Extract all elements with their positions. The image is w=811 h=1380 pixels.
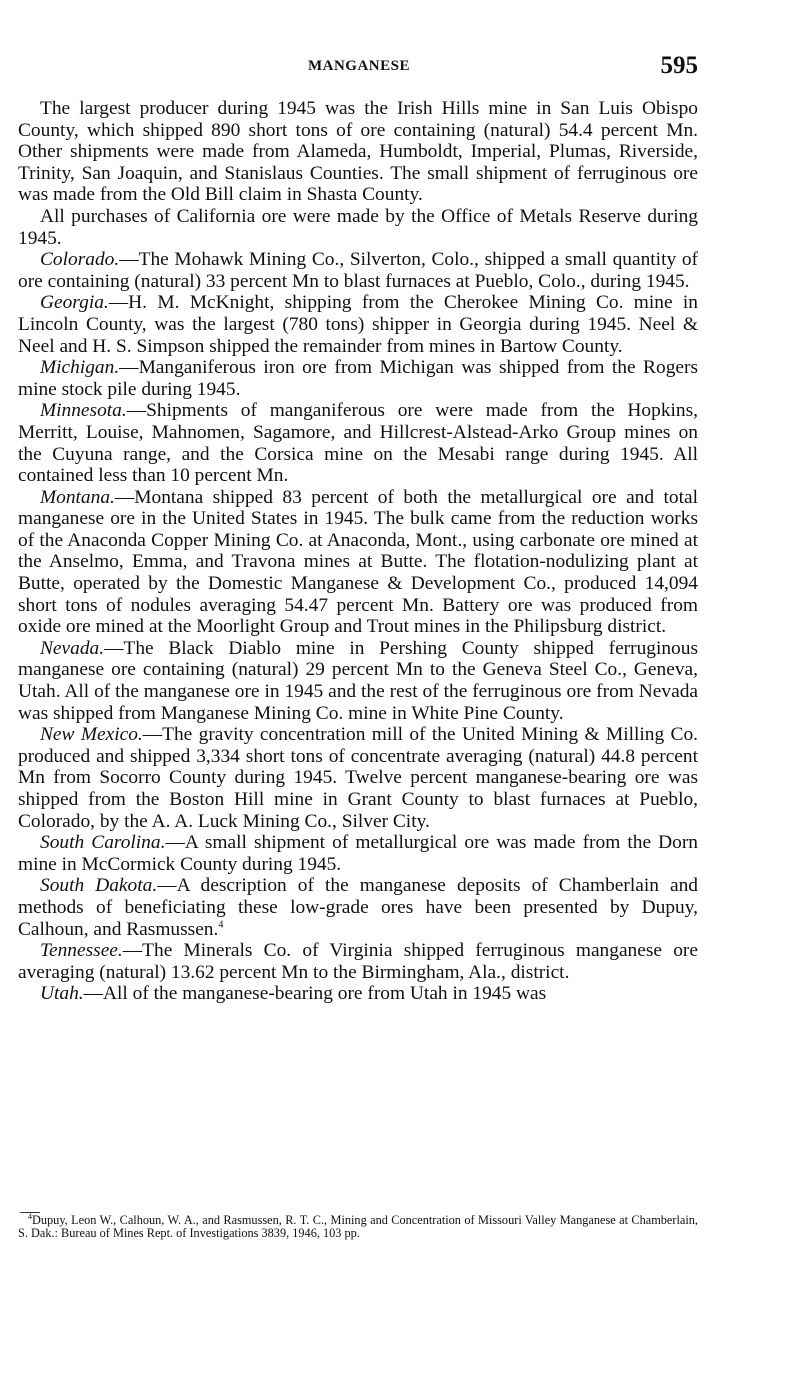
state-heading: South Dakota. — [40, 875, 158, 897]
state-heading: New Mexico. — [40, 724, 143, 746]
paragraph — [18, 983, 698, 1005]
state-heading: Michigan. — [40, 357, 120, 379]
page-number: 595 — [660, 52, 698, 79]
paragraph-text: —A small shipment of metallurgical ore was made from the Dorn mine in McCormick County during 1945. — [18, 832, 699, 875]
paragraph-text: —The Mohawk Mining Co., Silverton, Colo., shipped a small quantity of ore containing (natural) 33 percent Mn to blast furnaces at Pueblo, Colo., during 1945. — [18, 249, 698, 292]
paragraph-text: —A description of the manganese deposits of Chamberlain and methods of beneficiating these low-grade ores have been presented by Dupuy, Calhoun, and Rasmussen. — [18, 875, 699, 940]
paragraph-text: All purchases of California ore were made by the Office of Metals Reserve during 1945. — [18, 205, 698, 249]
paragraph-text: The largest producer during 1945 was the Irish Hills mine in San Luis Obispo County, which shipped 890 short tons of ore containing (natural) 54.4 percent Mn. Other shipments were made from Alameda, Humboldt, Imperial, Plumas, Riverside, Trinity, San Joaquin, and Stanislaus Counties. The small shipment of ferruginous ore was made from the Old Bill claim in Shasta County. — [18, 98, 698, 206]
state-heading: Tennessee. — [40, 940, 123, 962]
footnote-text: Dupuy, Leon W., Calhoun, W. A., and Rasmussen, R. T. C., Mining and Concentration of Missouri Valley Manganese at Chamberlain, S. Dak.: Bureau of Mines Rept. of Investigations 3839, 1946, 103 pp. — [18, 1213, 698, 1240]
paragraph-text: —The gravity concentration mill of the United Mining & Milling Co. produced and shipped 3,334 short tons of concentrate averaging (natural) 44.8 percent Mn from Socorro County during 1945. Twelve percent manganese-bearing ore was shipped from the Boston Hill mine in Grant County to blast furnaces at Pueblo, Colorado, by the A. A. Luck Mining Co., Silver City. — [18, 724, 698, 832]
state-heading: Minnesota. — [40, 400, 127, 422]
paragraph-text: —All of the manganese-bearing ore from Utah in 1945 was — [83, 983, 547, 1005]
paragraph-text: —The Minerals Co. of Virginia shipped ferruginous manganese ore averaging (natural) 13.62 percent Mn to the Birmingham, Ala., district. — [18, 940, 698, 983]
paragraph — [18, 875, 698, 940]
footnote-entry — [18, 1211, 698, 1240]
paragraph-text: —Manganiferous iron ore from Michigan was shipped from the Rogers mine stock pile during 1945. — [18, 357, 698, 400]
paragraph — [18, 249, 698, 292]
footnote-reference[interactable]: 4 — [218, 919, 224, 931]
state-heading: Utah. — [40, 983, 84, 1005]
state-heading: Colorado. — [40, 249, 120, 271]
running-head: MANGANESE — [307, 58, 410, 74]
paragraph — [18, 638, 698, 724]
paragraph-text: —The Black Diablo mine in Pershing County shipped ferruginous manganese ore containing (natural) 29 percent Mn to the Geneva Steel Co., Geneva, Utah. All of the manganese ore in 1945 and the rest of the ferruginous ore from Nevada was shipped from Manganese Mining Co. mine in White Pine County. — [18, 637, 698, 724]
paragraph — [18, 487, 698, 638]
footnote — [18, 1211, 698, 1240]
state-heading: Montana. — [40, 486, 115, 508]
paragraph — [18, 206, 698, 249]
state-heading: Georgia. — [40, 292, 109, 314]
page-header — [20, 52, 698, 86]
paragraph — [18, 292, 698, 357]
paragraph — [18, 940, 698, 983]
paragraph — [18, 724, 698, 832]
body-text — [18, 98, 698, 1005]
paragraph-text: —Montana shipped 83 percent of both the metallurgical ore and total manganese ore in the United States in 1945. The bulk came from the reduction works of the Anaconda Copper Mining Co. at Anaconda, Mont., using carbonate ore mined at the Anselmo, Emma, and Travona mines at Butte. The flotation-nodulizing plant at Butte, operated by the Domestic Manganese & Development Co., produced 14,094 short tons of nodules averaging 54.47 percent Mn. Battery ore was produced from oxide ore mined at the Moorlight Group and Trout mines in the Philipsburg district. — [18, 486, 698, 638]
footnote-mark: 4 — [28, 1211, 32, 1221]
paragraph-text: —H. M. McKnight, shipping from the Cherokee Mining Co. mine in Lincoln County, was the largest (780 tons) shipper in Georgia during 1945. Neel & Neel and H. S. Simpson shipped the remainder from mines in Bartow County. — [18, 292, 698, 357]
paragraph — [18, 400, 698, 486]
state-heading: South Carolina. — [40, 832, 166, 854]
state-heading: Nevada. — [40, 637, 105, 659]
paragraph — [18, 832, 698, 875]
paragraph-text: —Shipments of manganiferous ore were made from the Hopkins, Merritt, Louise, Mahnomen, Sagamore, and Hillcrest-Alstead-Arko Group mines on the Cuyuna range, and the Corsica mine on the Mesabi range during 1945. All contained less than 10 percent Mn. — [18, 400, 698, 487]
paragraph — [18, 357, 698, 400]
paragraph — [18, 98, 698, 206]
